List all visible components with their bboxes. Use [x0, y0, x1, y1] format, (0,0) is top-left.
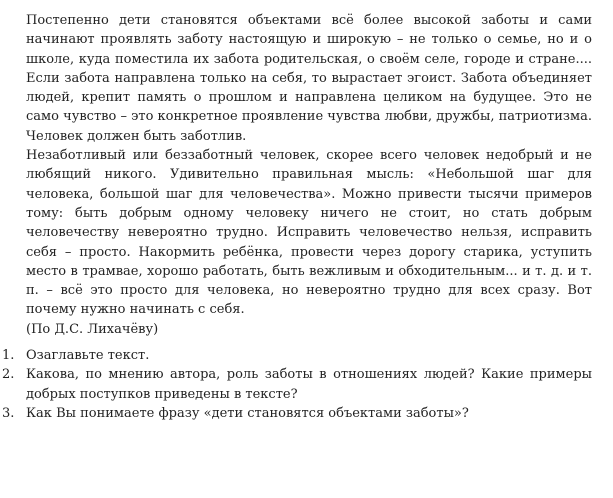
- question-2: [2, 365, 592, 404]
- question-number: 2.: [2, 367, 15, 383]
- question-number: 1.: [2, 348, 15, 363]
- question-1: [2, 346, 592, 365]
- question-3: [2, 404, 592, 423]
- questions-list: [2, 346, 592, 423]
- question-text: Как Вы понимаете фразу «дети становятся объектами заботы»?: [26, 405, 469, 421]
- question-text: Озаглавьте текст.: [26, 348, 150, 363]
- paragraph-2: Незаботливый или беззаботный человек, скорее всего человек недобрый и не любящий никого. Удивительно правильная мысль: «Небольшой шаг для человека, большой шаг для человечества». Можно привести тысячи примеров тому: быть добрым одному человеку ничего не стоит, но стать добрым человечеству невероятно трудно. Исправить человечество нельзя, исправить себя – просто. Накормить ребёнка, провести через дорогу старика, уступить место в трамвае, хорошо работать, быть вежливым и обходительным... и т. д. и т. п. – всё это просто для человека, но невероятно трудно для всех сразу. Вот почему нужно начинать с себя.: [26, 148, 592, 318]
- question-number: 3.: [2, 405, 15, 421]
- source-attribution: (По Д.С. Лихачёву): [26, 321, 159, 337]
- paragraph-1: Постепенно дети становятся объектами всё более высокой заботы и сами начинают проявлять заботу настоящую и широкую – не только о семье, но и о школе, куда поместила их забота родительская, о своём селе, городе и стране.... Если забота направлена только на себя, то вырастает эгоист. Забота объединяет людей, крепит память о прошлом и направлена целиком на будущее. Это не само чувство – это конкретное проявление чувства любви, дружбы, патриотизма. Человек должен быть заботлив.: [26, 13, 592, 144]
- passage-text: [26, 11, 592, 339]
- question-text: Какова, по мнению автора, роль заботы в отношениях людей? Какие примеры добрых поступков приведены в тексте?: [26, 367, 592, 402]
